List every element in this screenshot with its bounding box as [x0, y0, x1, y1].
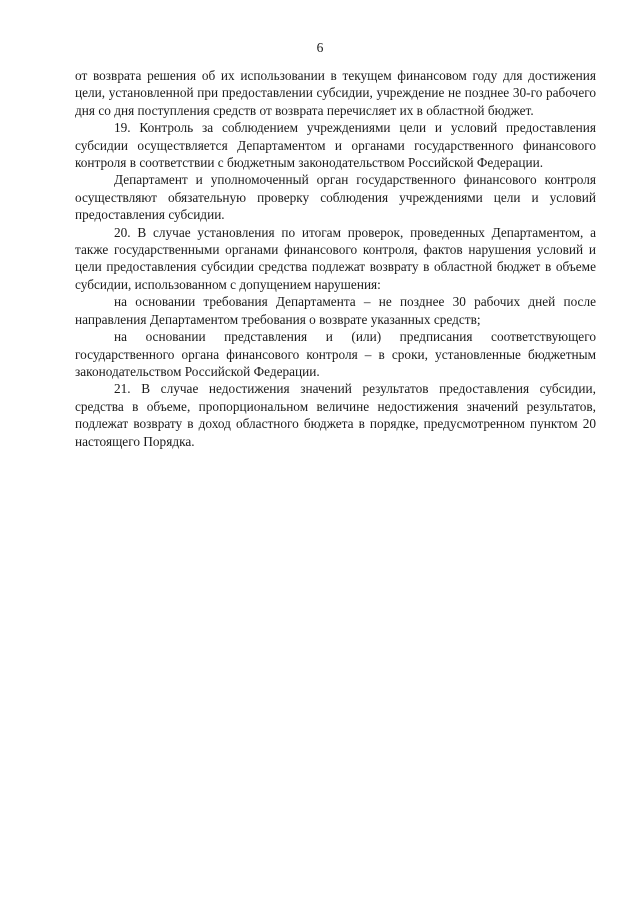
- paragraph-20-department-requirement: на основании требования Департамента – не позднее 30 рабочих дней после направления Департаментом требования о возврате указанных средств;: [75, 294, 596, 327]
- paragraph-continuation: от возврата решения об их использовании в текущем финансовом году для достижения цели, установленной при предоставлении субсидии, учреждение не позднее 30-го рабочего дня со дня поступления средств от возврата перечисляет их в областной бюджет.: [75, 68, 596, 118]
- paragraph-19-inspection: Департамент и уполномоченный орган государственного финансового контроля осуществляют обязательную проверку соблюдения учреждениями цели и условий предоставления субсидии.: [75, 172, 596, 223]
- paragraph-21: 21. В случае недостижения значений результатов предоставления субсидии, средства в объеме, пропорциональном величине недостижения значений результатов, подлежат возврату в доход областного бюджета в порядке, предусмотренном пунктом 20 настоящего Порядка.: [75, 381, 596, 449]
- page-number: 6: [316, 40, 324, 55]
- document-body: [75, 67, 596, 450]
- paragraph-19: 19. Контроль за соблюдением учреждениями цели и условий предоставления субсидии осуществляется Департаментом и органами государственного финансового контроля в соответствии с бюджетным законодательством Российской Федерации.: [75, 120, 596, 171]
- paragraph-20: 20. В случае установления по итогам проверок, проведенных Департаментом, а также государственными органами финансового контроля, фактов нарушения условий и цели предоставления субсидии средства подлежат возврату в областной бюджет в объеме субсидии, использованном с допущением нарушения:: [75, 224, 596, 292]
- paragraph-20-control-body-order: на основании представления и (или) предписания соответствующего государственного органа финансового контроля – в сроки, установленные бюджетным законодательством Российской Федерации.: [75, 329, 596, 379]
